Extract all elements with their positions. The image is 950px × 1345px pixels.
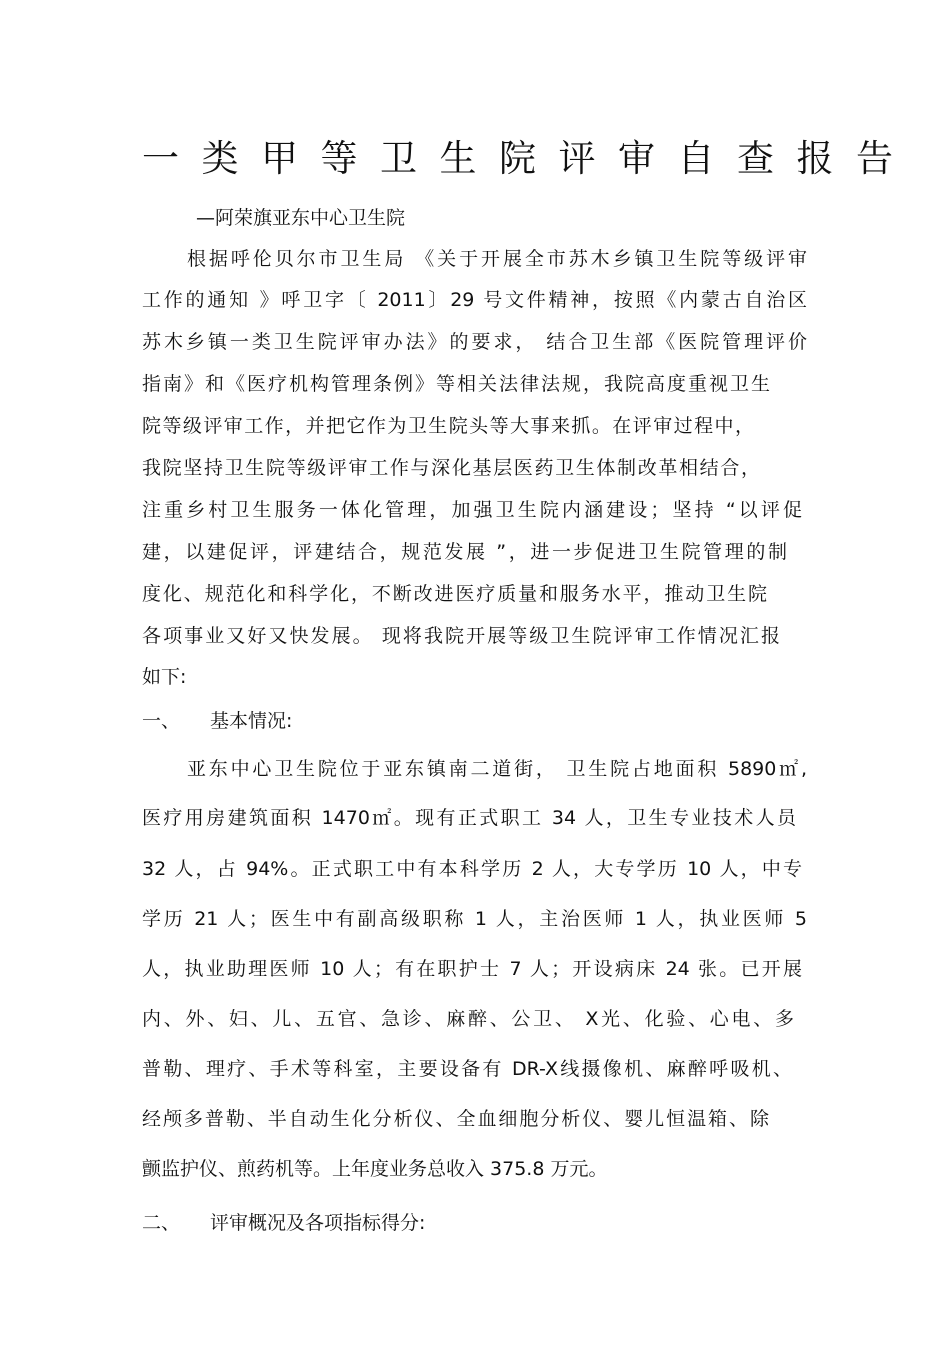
section-2-number: 二、: [142, 1212, 181, 1234]
section-1-line: 人，执业助理医师 10 人；有在职护士 7 人；开设病床 24 张。已开展: [142, 958, 802, 980]
section-2-heading: 评审概况及各项指标得分:: [210, 1212, 426, 1234]
intro-line: 建，以建促评，评建结合，规范发展 ”，进一步促进卫生院管理的制: [142, 541, 787, 563]
intro-line: 院等级评审工作，并把它作为卫生院头等大事来抓。在评审过程中，: [142, 415, 754, 437]
section-1-line: 32 人，占 94%。正式职工中有本科学历 2 人，大专学历 10 人，中专: [142, 858, 802, 880]
document-subtitle: —阿荣旗亚东中心卫生院: [196, 207, 406, 229]
section-1-line: 内、外、妇、儿、五官、急诊、麻醉、公卫、 X光、化验、心电、多: [142, 1008, 794, 1030]
section-1-heading: 基本情况:: [210, 710, 293, 732]
document-title: 一类甲等卫生院评审自查报告: [142, 137, 916, 180]
intro-line: 各项事业又好又快发展。 现将我院开展等级卫生院评审工作情况汇报: [142, 625, 780, 647]
intro-line: 工作的通知 》呼卫字〔 2011〕29 号文件精神，按照《内蒙古自治区: [142, 289, 807, 311]
section-1-line: 普勒、理疗、手术等科室，主要设备有 DR-X线摄像机、麻醉呼吸机、: [142, 1058, 792, 1080]
section-1-number: 一、: [142, 710, 181, 732]
intro-line: 苏木乡镇一类卫生院评审办法》的要求， 结合卫生部《医院管理评价: [142, 331, 807, 353]
section-1-line: 颤监护仪、煎药机等。上年度业务总收入 375.8 万元。: [142, 1158, 608, 1180]
section-1-line: 医疗用房建筑面积 1470㎡。现有正式职工 34 人，卫生专业技术人员: [142, 807, 796, 829]
intro-line: 根据呼伦贝尔市卫生局 《关于开展全市苏木乡镇卫生院等级评审: [187, 248, 807, 270]
intro-line: 指南》和《医疗机构管理条例》等相关法律法规，我院高度重视卫生: [142, 373, 770, 395]
intro-line: 度化、规范化和科学化，不断改进医疗质量和服务水平，推动卫生院: [142, 583, 767, 605]
section-1-line: 经颅多普勒、半自动生化分析仪、全血细胞分析仪、婴儿恒温箱、除: [142, 1108, 769, 1130]
intro-line: 注重乡村卫生服务一体化管理，加强卫生院内涵建设；坚持 “以评促: [142, 499, 802, 521]
section-1-line: 亚东中心卫生院位于亚东镇南二道街， 卫生院占地面积 5890㎡,: [187, 758, 807, 780]
section-1-line: 学历 21 人；医生中有副高级职称 1 人，主治医师 1 人，执业医师 5: [142, 908, 807, 930]
intro-line: 如下:: [142, 666, 187, 688]
intro-line: 我院坚持卫生院等级评审工作与深化基层医药卫生体制改革相结合，: [142, 457, 760, 479]
